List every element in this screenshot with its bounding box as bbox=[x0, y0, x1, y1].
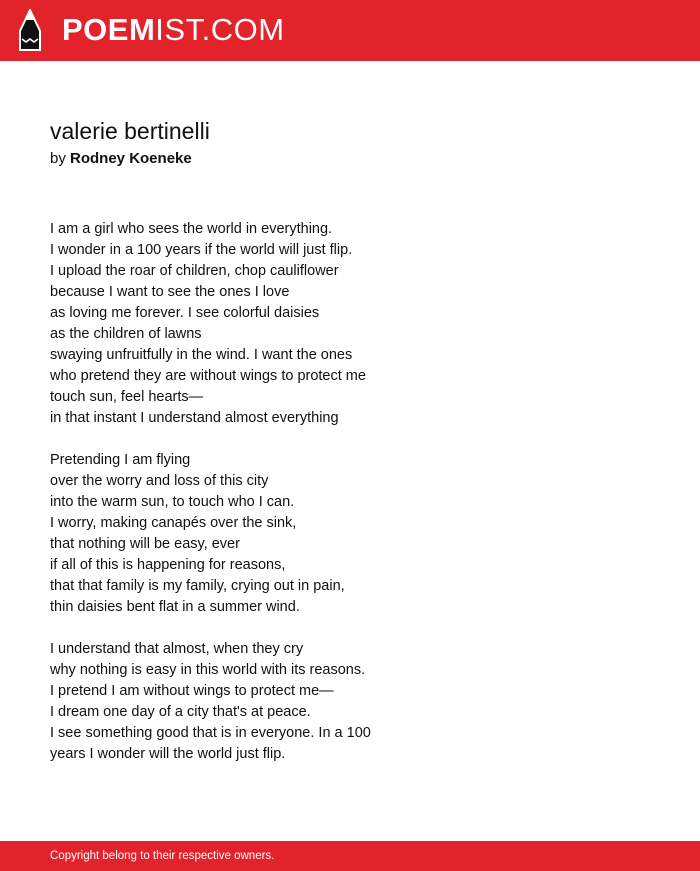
brand-light: IST.COM bbox=[155, 12, 285, 47]
site-logo[interactable] bbox=[62, 13, 285, 47]
poem-line: touch sun, feel hearts— bbox=[50, 389, 204, 405]
poem-title: valerie bertinelli bbox=[50, 118, 210, 144]
poem-line: I understand that almost, when they cry bbox=[50, 641, 304, 657]
pencil-tip-icon[interactable] bbox=[18, 9, 42, 51]
poem-line: if all of this is happening for reasons, bbox=[50, 557, 286, 573]
poem-line: swaying unfruitfully in the wind. I want the ones bbox=[50, 347, 353, 363]
author-name: Rodney Koeneke bbox=[70, 150, 192, 167]
stanza bbox=[50, 219, 650, 429]
copyright-text: Copyright belong to their respective owners. bbox=[50, 850, 275, 862]
poem-line: Pretending I am flying bbox=[50, 452, 191, 468]
poem-line: that nothing will be easy, ever bbox=[50, 536, 240, 552]
by-label: by bbox=[50, 150, 66, 167]
poem-line: because I want to see the ones I love bbox=[50, 284, 290, 300]
stanza bbox=[50, 450, 650, 618]
byline bbox=[50, 149, 192, 169]
site-header bbox=[0, 0, 700, 61]
poem-line: over the worry and loss of this city bbox=[50, 473, 269, 489]
poem-line: I upload the roar of children, chop cauliflower bbox=[50, 263, 339, 279]
poem-line: thin daisies bent flat in a summer wind. bbox=[50, 599, 300, 615]
poem-line: that that family is my family, crying out in pain, bbox=[50, 578, 345, 594]
poem-line: as the children of lawns bbox=[50, 326, 202, 342]
poem-line: why nothing is easy in this world with its reasons. bbox=[50, 662, 366, 678]
poem-line: I dream one day of a city that's at peace. bbox=[50, 704, 311, 720]
poem-line: I am a girl who sees the world in everything. bbox=[50, 221, 333, 237]
poem-line: I worry, making canapés over the sink, bbox=[50, 515, 297, 531]
poem-line: I wonder in a 100 years if the world will just flip. bbox=[50, 242, 353, 258]
brand-bold: POEM bbox=[62, 12, 156, 47]
poem-line: years I wonder will the world just flip. bbox=[50, 746, 286, 762]
poem-line: who pretend they are without wings to protect me bbox=[50, 368, 366, 384]
poem-body bbox=[50, 219, 650, 786]
site-footer bbox=[0, 841, 700, 871]
poem-line: as loving me forever. I see colorful daisies bbox=[50, 305, 320, 321]
poem-line: I see something good that is in everyone. In a 100 bbox=[50, 725, 371, 741]
poem-line: into the warm sun, to touch who I can. bbox=[50, 494, 295, 510]
poem-line: I pretend I am without wings to protect me— bbox=[50, 683, 334, 699]
poem-line: in that instant I understand almost everything bbox=[50, 410, 339, 426]
stanza bbox=[50, 639, 650, 765]
